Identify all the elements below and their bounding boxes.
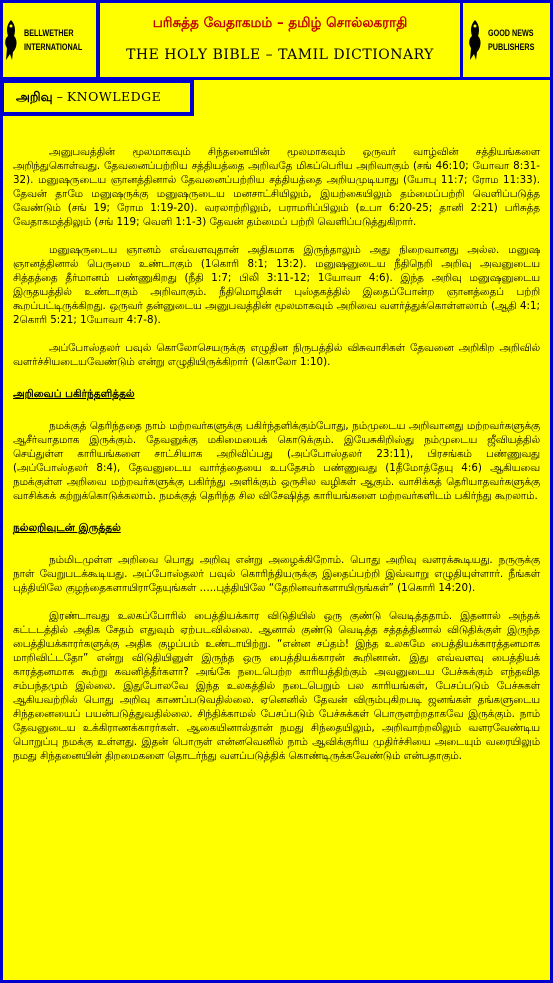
logo-line: INTERNATIONAL: [24, 42, 83, 52]
bird-logo-icon: [466, 18, 484, 62]
logo-line: GOOD NEWS: [488, 28, 535, 38]
entry-heading: [0, 80, 194, 116]
title-tamil: பரிசுத்த வேதாகமம் – தமிழ் சொல்லகராதி: [152, 15, 408, 31]
paragraph: அனுபவத்தின் மூலமாகவும் சிந்தனையின் மூலமாகவும் ஒருவர் வாழ்வின் சத்தியங்களை அறிந்துகொள்வது. தேவனைப்பற்றிய சத்தியத்தை அறிவதே மிகப்பெரிய அறிவாகும் (சங் 46:10; யோவா 8:31-32). மனுஷருடைய ஞானத்தினால் தேவனைப்பற்றிய சத்தியத்தை அறியமுடியாது (யோபு 11:7; ரோம 11:33). தேவன் தாமே மனுஷருக்கு மனுஷருடைய மனசாட்சியிலும், இயற்கையிலும் தம்மைப்பற்றி வெளிப்படுத்த வேண்டும் (சங் 19; ரோம 1:19-20). வரலாற்றிலும், பராமரிப்பிலும் (உபா 6:20-25; தானி 2:21) பரிசுத்த வேதாகமத்திலும் (சங் 119; வெளி 1:1-3) தேவன் தம்மைப் பற்றி வெளிப்படுத்துகிறார்.: [13, 146, 540, 228]
section-heading: நல்லறிவுடன் இருத்தல்: [13, 522, 121, 534]
logo-line: PUBLISHERS: [488, 42, 535, 52]
paragraph: இரண்டாவது உலகப்போரில் பைத்தியக்கார விடுதியில் ஒரு குண்டு வெடித்ததாம். இதனால் அந்தக் கட்டடத்தில் அதிக சேதம் எதுவும் ஏற்படவில்லை. ஆனால் குண்டு வெடித்த சத்தத்தினால் விடுதிக்குள் இருந்த பைத்தியக்காரர்களுக்கு அதிக குழப்பம் உண்டாயிற்று. “என்ன சப்தம்! இந்த உலகமே பைத்தியக்காரத்தனமாக மாறிவிட்டதோ” என்று விடுதியினுள் இருந்த ஒரு பைத்தியக்காரன் கூறினான். இது எவ்வளவு பைத்தியக் காரத்தனமாக கூற்று கவனித்தீர்களா? அங்கே நடைபெற்ற காரியத்திற்கும் அவனுடைய பேச்சுக்கும் எந்தவித சம்பந்தமும் இல்லை. இதுபோலவே இந்த உலகத்தில் நடைபெறும் பல காரியங்கள், பேசப்படும் பேச்சுகள் ஆகியவற்றில் பொது அறிவு காணப்படுவதில்லை. ஏனெனில் தேவன் விரும்புகிறபடி ஜனங்கள் தங்களுடைய சிந்தனையைப் பயன்படுத்துவதில்லை. சிந்திக்காமல் பேசப்படும் பேச்சுக்கள் பொருளற்றதாகவே இருக்கும். நாம் தேவனுடைய உக்கிராணக்காரர்கள். ஆகையினால்தான் நமது சிந்தையிலும், அறிவாற்றலிலும் வளரவேண்டிய பொறுப்பு நமக்கு உள்ளது. இதன் பொருள் என்னவெனில் நாம் ஆவிக்குரிய முதிர்ச்சியை அடையும் வரையிலும் நமது சிந்தனையின் திறமைகளை தொடர்ந்து வளப்படுத்திக் கொண்டிருக்கவேண்டும் என்பதாகும்.: [13, 610, 540, 762]
title-box: [100, 3, 460, 77]
paragraph: நம்மிடமுள்ள அறிவை பொது அறிவு என்று அழைக்கிறோம். பொது அறிவு வளரக்கூடியது. நருருக்கு நாள் வேறுபடக்கூடியது. அப்போஸ்தலர் பவுல் கொரிந்தியருக்கு இதைப்பற்றி இவ்வாறு எழுதியுள்ளார். நீங்கள் புத்தியிலே குழந்தைகளாயிராதேயுங்கள் …..புத்தியிலே “தேறினவர்களாயிருங்கள்” (1கொரி 14:20).: [13, 554, 540, 594]
entry-separator: –: [56, 89, 63, 104]
paragraph: நமக்குத் தெரிந்ததை நாம் மற்றவர்களுக்கு பகிர்ந்தளிக்கும்போது, நம்முடைய அறிவானது மற்றவர்களுக்கு ஆசீர்வாதமாக இருக்கும். தேவனுக்கு மகிமையைக் கொடுக்கும். இயேசுகிறிஸ்து நம்முடைய ஜீவியத்தில் செய்துள்ள காரியங்களை சாட்சியாக அறிவிப்பது (அப்போஸ்தலர் 23:11), பிரசங்கம் பண்ணுவது (அப்போஸ்தலர் 8:4), தேவனுடைய வார்த்தையை உபதேசம் பண்ணுவது (1தீமோத்தேயு 4:6) ஆகியவை நமக்குள்ள அறிவை மற்றவர்களுக்கு பகிர்ந்து அளிக்கும் ஒருசில வழிகள் ஆகும். வாசிக்கத் தெரியாதவர்களுக்கு வாசிக்கக் கற்றுக்கொடுக்கலாம். நமக்குத் தெரிந்த சில விசேஷித்த காரியங்களை மற்றவர்களிடம் பகிர்ந்து கூறலாம்.: [13, 420, 540, 502]
article-body: [13, 145, 540, 763]
entry-word-tamil: அறிவு: [16, 89, 53, 104]
header-bar: [0, 0, 553, 80]
bird-logo-icon: [2, 18, 20, 62]
good-news-logo: [463, 3, 550, 77]
entry-word-english: KNOWLEDGE: [66, 89, 162, 104]
bellwether-logo: [3, 3, 96, 77]
title-english: THE HOLY BIBLE – TAMIL DICTIONARY: [126, 47, 434, 63]
paragraph: அப்போஸ்தலர் பவுல் கொலோசெயருக்கு எழுதின நிருபத்தில் விசுவாசிகள் தேவனை அறிகிற அறிவில் வளர்ச்சியடையவேண்டும் என்று எழுதியிருக்கிறார் (கொலோ 1:10).: [13, 342, 540, 368]
section-heading: அறிவைப் பகிர்ந்தளித்தல்: [13, 388, 135, 400]
paragraph: மனுஷருடைய ஞானம் எவ்வளவுதான் அதிகமாக இருந்தாலும் அது நிறைவானது அல்ல. மனுஷ ஞானத்தினால் பெருமை உண்டாகும் (1கொரி 8:1; 13:2). மனுஷனுடைய நீதிநெறி அறிவு அவனுடைய சித்தத்தை தீர்மானம் பண்ணுகிறது (நீதி 1:7; பிலி 3:11-12; 1யோவா 4:6). இந்த அறிவு மனுஷனுடைய இருதயத்தில் உண்டாகும் அறிவாகும். நீதிமொழிகள் புஸ்தகத்தில் இதைப்போன்ற ஞானத்தைப் பற்றி கூறப்பட்டிருக்கிறது. ஒருவர் தன்னுடைய அனுபவத்தின் மூலமாகவும் அறிவை வளர்த்துக்கொள்ளலாம் (ஆதி 4:1; 2கொரி 5:21; 1யோவா 4:7-8).: [13, 244, 540, 326]
logo-line: BELLWETHER: [24, 28, 74, 38]
